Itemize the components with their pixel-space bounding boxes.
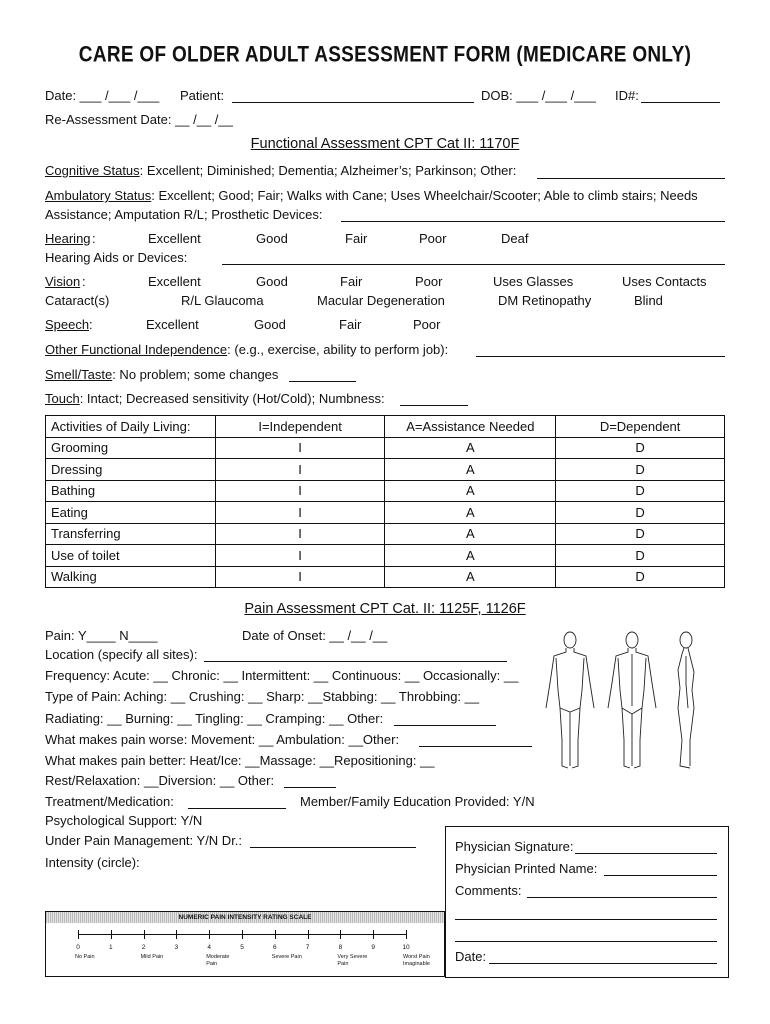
- treatment-label: Treatment/Medication:: [45, 794, 174, 809]
- pain-scale-tick: [373, 930, 374, 939]
- vision-option-cataracts[interactable]: Cataract(s): [45, 293, 110, 308]
- physician-date-label: Date:: [455, 949, 487, 964]
- pain-scale-tick: [340, 930, 341, 939]
- cognitive-other-field[interactable]: [537, 178, 725, 179]
- pain-scale-number[interactable]: 3: [174, 944, 179, 951]
- adl-dependent[interactable]: D: [556, 566, 725, 588]
- pain-scale-title: NUMERIC PAIN INTENSITY RATING SCALE: [46, 912, 444, 923]
- adl-row: [46, 437, 725, 459]
- adl-assistance[interactable]: A: [385, 437, 556, 459]
- adl-independent[interactable]: I: [215, 566, 385, 588]
- pain-scale-number[interactable]: 7: [305, 944, 310, 951]
- pain-scale-number[interactable]: 0: [76, 944, 80, 951]
- prosthetic-devices-field[interactable]: [341, 221, 725, 222]
- pain-scale-label: Severe Pain: [271, 954, 302, 960]
- dob-label: DOB: ___ /___ /___: [481, 88, 596, 103]
- pain-yes-no[interactable]: Pain: Y____ N____: [45, 628, 158, 643]
- pain-type: Type of Pain: Aching: __ Crushing: __ Sharp: __Stabbing: __ Throbbing: __: [45, 689, 480, 704]
- physician-signature-label: Physician Signature:: [455, 839, 574, 854]
- pain-scale-tick: [176, 930, 177, 939]
- speech-label: Speech: [45, 317, 90, 332]
- touch-row: [45, 391, 385, 406]
- pain-scale-number[interactable]: 8: [338, 944, 343, 951]
- comments-label: Comments:: [455, 883, 522, 898]
- pain-radiating-other-field[interactable]: [394, 725, 496, 726]
- speech-option-fair[interactable]: Fair: [339, 317, 362, 332]
- adl-header-row: [46, 416, 725, 438]
- adl-independent[interactable]: I: [215, 480, 385, 502]
- touch-text: : Intact; Decreased sensitivity (Hot/Cold); Numbness:: [79, 391, 385, 406]
- adl-activity: Bathing: [46, 480, 216, 502]
- adl-dependent[interactable]: D: [556, 459, 725, 481]
- pain-scale-tick: [406, 930, 407, 939]
- adl-dependent[interactable]: D: [556, 480, 725, 502]
- pain-rest: Rest/Relaxation: __Diversion: __ Other:: [45, 773, 275, 788]
- ambulatory-status-options-2: Assistance; Amputation R/L; Prosthetic Devices:: [45, 207, 323, 222]
- patient-field[interactable]: [232, 102, 474, 103]
- hearing-option-poor[interactable]: Poor: [419, 231, 447, 246]
- adl-activity: Grooming: [46, 437, 216, 459]
- comments-field[interactable]: [527, 897, 717, 898]
- adl-table: [45, 415, 725, 588]
- smell-taste-row: [45, 367, 278, 382]
- adl-header-dependent: D=Dependent: [556, 416, 725, 438]
- adl-independent[interactable]: I: [215, 502, 385, 524]
- adl-activity: Dressing: [46, 459, 216, 481]
- pain-location-label: Location (specify all sites):: [45, 647, 198, 662]
- reassessment-date-label: Re-Assessment Date: __ /__ /__: [45, 112, 233, 127]
- id-field[interactable]: [641, 102, 720, 103]
- patient-label: Patient:: [180, 88, 225, 103]
- pain-scale-number[interactable]: 4: [207, 944, 211, 951]
- adl-activity: Walking: [46, 566, 216, 588]
- hearing-option-excellent[interactable]: Excellent: [148, 231, 201, 246]
- adl-assistance[interactable]: A: [385, 545, 556, 567]
- pain-location-field[interactable]: [204, 661, 507, 662]
- cognitive-status-label: Cognitive Status: [45, 163, 140, 178]
- adl-row: [46, 523, 725, 545]
- pain-scale-tick: [78, 930, 79, 939]
- vision-option-good[interactable]: Good: [256, 274, 288, 289]
- pain-scale-tick: [209, 930, 210, 939]
- comments-field-3[interactable]: [455, 941, 717, 942]
- ambulatory-status-label: Ambulatory Status: [45, 188, 152, 203]
- physician-printed-name-label: Physician Printed Name:: [455, 861, 598, 876]
- adl-dependent[interactable]: D: [556, 502, 725, 524]
- other-functional-field[interactable]: [476, 356, 725, 357]
- vision-option-uses-contacts[interactable]: Uses Contacts: [622, 274, 707, 289]
- smell-taste-field[interactable]: [289, 381, 356, 382]
- vision-colon: :: [82, 274, 86, 289]
- adl-independent[interactable]: I: [215, 523, 385, 545]
- adl-assistance[interactable]: A: [385, 523, 556, 545]
- ambulatory-status-row: [45, 188, 698, 203]
- vision-option-excellent[interactable]: Excellent: [148, 274, 201, 289]
- adl-header-activity: Activities of Daily Living:: [46, 416, 216, 438]
- hearing-aids-field[interactable]: [222, 264, 725, 265]
- speech-option-excellent[interactable]: Excellent: [146, 317, 199, 332]
- pain-scale-tick: [111, 930, 112, 939]
- id-label: ID#:: [615, 88, 639, 103]
- pain-radiating: Radiating: __ Burning: __ Tingling: __ Cramping: __ Other:: [45, 711, 384, 726]
- pain-scale-number[interactable]: 5: [240, 944, 244, 951]
- hearing-label: Hearing: [45, 231, 91, 246]
- adl-assistance[interactable]: A: [385, 566, 556, 588]
- date-field-label: Date: ___ /___ /___: [45, 88, 160, 103]
- adl-dependent[interactable]: D: [556, 545, 725, 567]
- adl-row: [46, 566, 725, 588]
- hearing-option-fair[interactable]: Fair: [345, 231, 368, 246]
- smell-taste-label: Smell/Taste: [45, 367, 113, 382]
- adl-header-independent: I=Independent: [215, 416, 385, 438]
- ambulatory-status-options: : Excellent; Good; Fair; Walks with Cane; Uses Wheelchair/Scooter; Able to climb stairs; Needs: [151, 188, 698, 203]
- education-provided: Member/Family Education Provided: Y/N: [300, 794, 535, 809]
- psychological-support: Psychological Support: Y/N: [45, 813, 203, 828]
- comments-field-2[interactable]: [455, 919, 717, 920]
- adl-activity: Use of toilet: [46, 545, 216, 567]
- adl-independent[interactable]: I: [215, 545, 385, 567]
- pain-scale-label: Moderate Pain: [206, 954, 230, 967]
- hearing-aids-label: Hearing Aids or Devices:: [45, 250, 188, 265]
- adl-dependent[interactable]: D: [556, 523, 725, 545]
- physician-signature-field[interactable]: [575, 853, 717, 854]
- pain-scale-number[interactable]: 9: [371, 944, 375, 951]
- smell-taste-text: : No problem; some changes: [112, 367, 279, 382]
- pain-rest-other-field[interactable]: [284, 787, 336, 788]
- pain-management-dr-field[interactable]: [250, 847, 416, 848]
- hearing-option-deaf[interactable]: Deaf: [501, 231, 529, 246]
- adl-row: [46, 545, 725, 567]
- pain-frequency: Frequency: Acute: __ Chronic: __ Intermittent: __ Continuous: __ Occasionally: __: [45, 668, 519, 683]
- vision-option-glaucoma[interactable]: R/L Glaucoma: [181, 293, 264, 308]
- adl-assistance[interactable]: A: [385, 480, 556, 502]
- pain-scale-label: No Pain: [75, 954, 95, 960]
- adl-row: [46, 480, 725, 502]
- vision-option-fair[interactable]: Fair: [340, 274, 363, 289]
- physician-date-field[interactable]: [489, 963, 717, 964]
- hearing-option-good[interactable]: Good: [256, 231, 288, 246]
- treatment-field[interactable]: [188, 808, 286, 809]
- adl-dependent[interactable]: D: [556, 437, 725, 459]
- adl-assistance[interactable]: A: [385, 502, 556, 524]
- speech-option-good[interactable]: Good: [254, 317, 286, 332]
- vision-option-uses-glasses[interactable]: Uses Glasses: [493, 274, 574, 289]
- vision-option-macular-degeneration[interactable]: Macular Degeneration: [317, 293, 445, 308]
- pain-scale-number[interactable]: 10: [402, 944, 410, 951]
- numbness-field[interactable]: [400, 405, 468, 406]
- pain-scale-tick: [144, 930, 145, 939]
- pain-scale-label: Mild Pain: [140, 954, 164, 960]
- pain-scale-label: Very Severe Pain: [337, 954, 368, 967]
- pain-scale-tick: [308, 930, 309, 939]
- other-functional-text: : (e.g., exercise, ability to perform job):: [227, 342, 449, 357]
- vision-option-poor[interactable]: Poor: [415, 274, 443, 289]
- cognitive-status-options: : Excellent; Diminished; Dementia; Alzheimer’s; Parkinson; Other:: [139, 163, 517, 178]
- adl-independent[interactable]: I: [215, 437, 385, 459]
- body-diagram-icon[interactable]: [540, 628, 728, 770]
- functional-assessment-heading: Functional Assessment CPT Cat II: 1170F: [250, 136, 520, 152]
- pain-scale-tick: [242, 930, 243, 939]
- adl-activity: Eating: [46, 502, 216, 524]
- adl-header-assistance: A=Assistance Needed: [385, 416, 556, 438]
- adl-activity: Transferring: [46, 523, 216, 545]
- adl-row: [46, 459, 725, 481]
- other-functional-row: [45, 342, 448, 357]
- physician-printed-name-field[interactable]: [604, 875, 717, 876]
- pain-scale-number[interactable]: 6: [272, 944, 277, 951]
- vision-option-blind[interactable]: Blind: [634, 293, 663, 308]
- adl-independent[interactable]: I: [215, 459, 385, 481]
- pain-worse-other-field[interactable]: [419, 746, 532, 747]
- vision-option-dm-retinopathy[interactable]: DM Retinopathy: [498, 293, 592, 308]
- pain-worse: What makes pain worse: Movement: __ Ambulation: __Other:: [45, 732, 400, 747]
- touch-label: Touch: [45, 391, 80, 406]
- numeric-pain-scale: [45, 911, 445, 977]
- intensity-label: Intensity (circle):: [45, 855, 140, 870]
- pain-scale-label: Worst Pain Imaginable: [403, 954, 430, 967]
- other-functional-label: Other Functional Independence: [45, 342, 228, 357]
- speech-option-poor[interactable]: Poor: [413, 317, 441, 332]
- hearing-colon: :: [92, 231, 96, 246]
- vision-label: Vision: [45, 274, 81, 289]
- adl-assistance[interactable]: A: [385, 459, 556, 481]
- pain-assessment-heading: Pain Assessment CPT Cat. II: 1125F, 1126F: [244, 601, 526, 617]
- form-title: CARE OF OLDER ADULT ASSESSMENT FORM (MEDICARE ONLY): [78, 43, 692, 68]
- pain-date-of-onset[interactable]: Date of Onset: __ /__ /__: [242, 628, 388, 643]
- pain-scale-number[interactable]: 2: [141, 944, 146, 951]
- pain-better: What makes pain better: Heat/Ice: __Massage: __Repositioning: __: [45, 753, 435, 768]
- pain-scale-tick: [275, 930, 276, 939]
- adl-row: [46, 502, 725, 524]
- cognitive-status-row: [45, 163, 516, 178]
- pain-management-label: Under Pain Management: Y/N Dr.:: [45, 833, 243, 848]
- speech-colon: :: [89, 317, 93, 332]
- pain-scale-number[interactable]: 1: [108, 944, 113, 951]
